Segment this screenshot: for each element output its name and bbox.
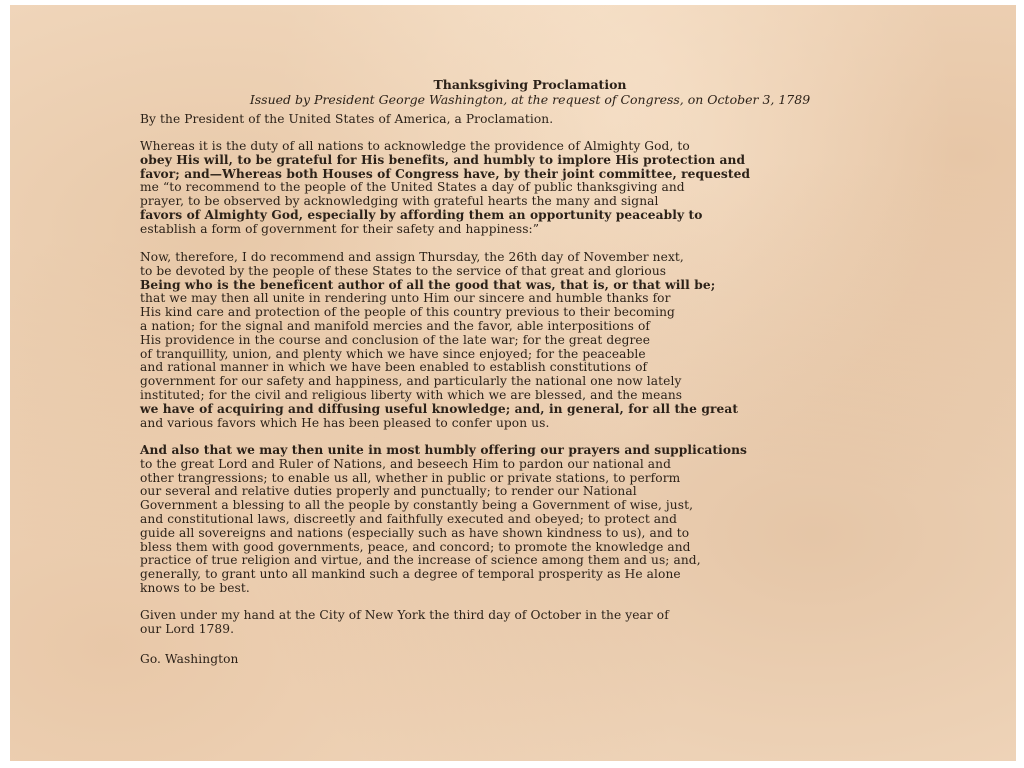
- given-paragraph: [140, 609, 920, 637]
- text-line: Government a blessing to all the people by constantly being a Government of wise, just,: [140, 498, 694, 513]
- document-title: Thanksgiving Proclamation: [433, 77, 627, 92]
- text-line: bless them with good governments, peace, and concord; to promote the knowledge and: [140, 539, 691, 554]
- text-line: to be devoted by the people of these States to the service of that great and glorious: [140, 263, 667, 278]
- text-line: and rational manner in which we have been enabled to establish constitutions of: [140, 360, 648, 375]
- text-line: knows to be best.: [140, 580, 250, 595]
- text-line: His providence in the course and conclusion of the late war; for the great degree: [140, 332, 651, 347]
- text-line: Given under my hand at the City of New York the third day of October in the year of: [140, 608, 669, 622]
- text-line: and various favors which He has been pleased to confer upon us.: [140, 415, 550, 430]
- parchment-page: [10, 5, 1016, 761]
- recommendation-paragraph: [140, 251, 920, 430]
- text-line: to the great Lord and Ruler of Nations, and beseech Him to pardon our national and: [140, 456, 672, 471]
- text-line: prayer, to be observed by acknowledging with grateful hearts the many and signal: [140, 194, 659, 209]
- text-line: other trangressions; to enable us all, whether in public or private stations, to perform: [140, 470, 681, 485]
- signature: [140, 653, 920, 667]
- text-line: Go. Washington: [140, 652, 239, 666]
- text-line: our several and relative duties properly and punctually; to render our National: [140, 484, 637, 499]
- text-line: Being who is the beneficent author of all the good that was, that is, or that will be;: [140, 277, 716, 292]
- text-line: of tranquillity, union, and plenty which we have since enjoyed; for the peaceable: [140, 346, 646, 361]
- text-line: practice of true religion and virtue, and the increase of science among them and us; and,: [140, 553, 701, 568]
- text-line: obey His will, to be grateful for His benefits, and humbly to implore His protection and: [140, 152, 746, 167]
- text-line: guide all sovereigns and nations (especially such as have shown kindness to us), and to: [140, 525, 690, 540]
- text-line: generally, to grant unto all mankind such a degree of temporal prosperity as He alone: [140, 567, 681, 582]
- text-line: favor; and—Whereas both Houses of Congress have, by their joint committee, requested: [140, 166, 751, 181]
- text-line: instituted; for the civil and religious liberty with which we are blessed, and the means: [140, 387, 683, 402]
- text-line: And also that we may then unite in most humbly offering our prayers and supplications: [140, 443, 747, 457]
- text-line: His kind care and protection of the people of this country previous to their becoming: [140, 305, 675, 320]
- text-line: Whereas it is the duty of all nations to acknowledge the providence of Almighty God, to: [140, 139, 690, 153]
- text-line: Now, therefore, I do recommend and assign Thursday, the 26th day of November next,: [140, 250, 684, 264]
- text-line: favors of Almighty God, especially by affording them an opportunity peaceably to: [140, 207, 703, 222]
- document-subtitle: Issued by President George Washington, at the request of Congress, on October 3, 1789: [249, 92, 811, 107]
- text-line: a nation; for the signal and manifold mercies and the favor, able interpositions of: [140, 318, 651, 333]
- text-line: me “to recommend to the people of the United States a day of public thanksgiving and: [140, 180, 685, 195]
- text-line: and constitutional laws, discreetly and faithfully executed and obeyed; to protect and: [140, 511, 678, 526]
- salutation-paragraph: [140, 113, 920, 127]
- text-line: we have of acquiring and diffusing useful knowledge; and, in general, for all the great: [140, 401, 739, 416]
- text-line: our Lord 1789.: [140, 621, 235, 636]
- text-line: that we may then all unite in rendering unto Him our sincere and humble thanks for: [140, 291, 671, 306]
- text-line: By the President of the United States of America, a Proclamation.: [140, 112, 554, 126]
- text-line: government for our safety and happiness, and particularly the national one now lately: [140, 374, 682, 389]
- whereas-paragraph: [140, 140, 920, 237]
- text-line: establish a form of government for their safety and happiness:”: [140, 221, 540, 236]
- supplication-paragraph: [140, 444, 920, 596]
